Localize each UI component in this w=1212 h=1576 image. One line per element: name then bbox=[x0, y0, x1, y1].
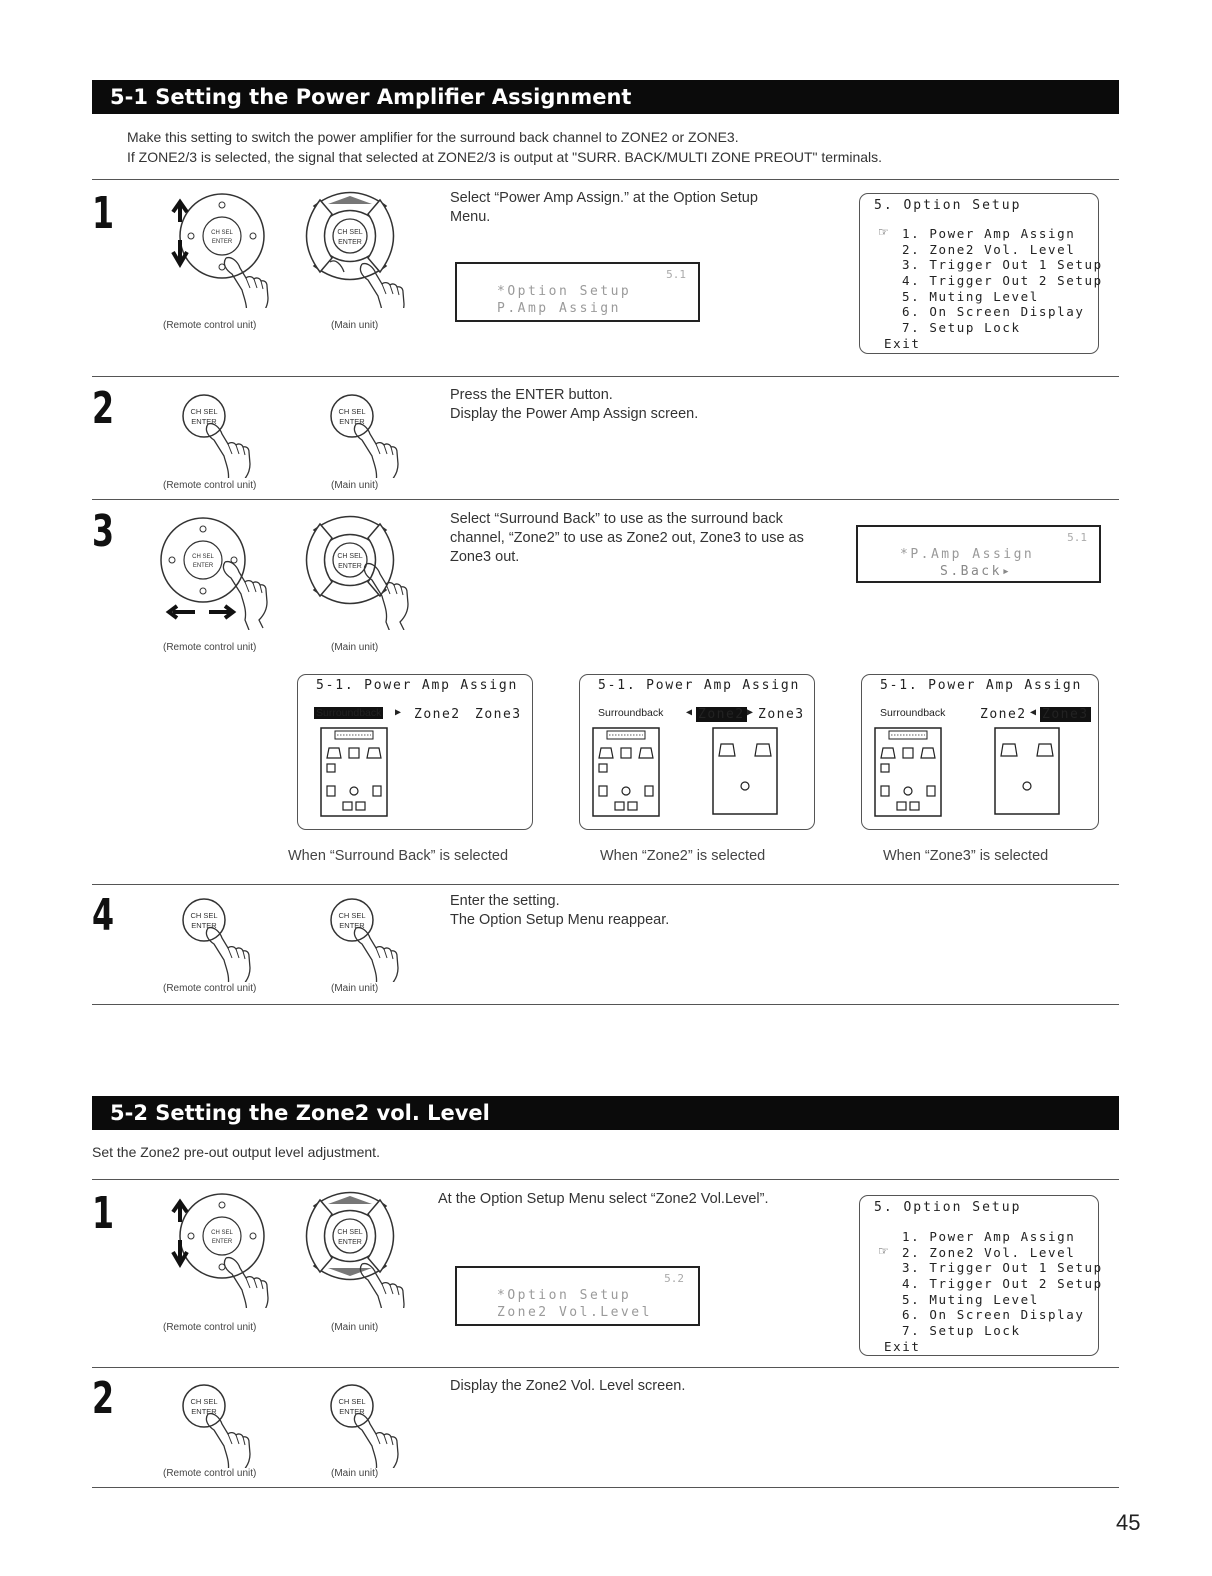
remote-caption: (Remote control unit) bbox=[163, 1322, 257, 1333]
display-line-1: *Option Setup bbox=[497, 284, 632, 299]
divider bbox=[92, 1004, 1119, 1005]
remote-enter-illustration bbox=[170, 1378, 270, 1468]
section-heading-5-1: 5-1 Setting the Power Amplifier Assignment bbox=[92, 80, 1119, 114]
section-intro: Set the Zone2 pre-out output level adjustment. bbox=[92, 1144, 380, 1160]
remote-caption: (Remote control unit) bbox=[163, 642, 257, 653]
step-number: 2 bbox=[92, 383, 115, 434]
arrow-left-icon: ◀ bbox=[1030, 707, 1038, 718]
step-text: Display the Zone2 Vol. Level screen. bbox=[450, 1378, 686, 1394]
step-text: Select “Surround Back” to use as the surround back bbox=[450, 511, 783, 527]
option-zone3[interactable]: Zone3 bbox=[1042, 707, 1089, 722]
speaker-layout-icon bbox=[592, 727, 662, 819]
menu-item-exit[interactable]: Exit bbox=[884, 336, 921, 351]
option-surround-back[interactable]: Surroundback bbox=[316, 707, 382, 719]
section-heading-5-2: 5-2 Setting the Zone2 vol. Level bbox=[92, 1096, 1119, 1130]
display-channel: 5.1 bbox=[1067, 531, 1087, 544]
main-caption: (Main unit) bbox=[331, 1322, 379, 1333]
menu-item[interactable]: 7. Setup Lock bbox=[902, 320, 1021, 335]
zone-speaker-layout-icon bbox=[994, 727, 1062, 817]
step-text: Select “Power Amp Assign.” at the Option Setup bbox=[450, 190, 758, 206]
menu-item-exit[interactable]: Exit bbox=[884, 1339, 921, 1354]
remote-caption: (Remote control unit) bbox=[163, 320, 257, 331]
remote-enter-illustration bbox=[170, 892, 270, 982]
step-number: 2 bbox=[92, 1373, 115, 1424]
page-number: 45 bbox=[1116, 1510, 1141, 1535]
menu-item[interactable]: 4. Trigger Out 2 Setup bbox=[902, 273, 1103, 288]
screen-caption: When “Surround Back” is selected bbox=[288, 848, 509, 864]
menu-item[interactable]: 2. Zone2 Vol. Level bbox=[902, 242, 1076, 257]
menu-title: 5. Option Setup bbox=[874, 1200, 1022, 1215]
display-line-1: *P.Amp Assign bbox=[900, 547, 1035, 562]
main-caption: (Main unit) bbox=[331, 320, 379, 331]
step-text: Zone3 out. bbox=[450, 549, 520, 565]
main-caption: (Main unit) bbox=[331, 1468, 379, 1479]
option-surround-back[interactable]: Surroundback bbox=[880, 707, 946, 719]
step-text: Menu. bbox=[450, 209, 491, 225]
speaker-layout-icon bbox=[320, 727, 390, 819]
step-text: Enter the setting. bbox=[450, 893, 560, 909]
menu-item[interactable]: 6. On Screen Display bbox=[902, 304, 1085, 319]
menu-item[interactable]: 3. Trigger Out 1 Setup bbox=[902, 1260, 1103, 1275]
divider bbox=[92, 884, 1119, 885]
step-text: At the Option Setup Menu select “Zone2 Vol.Level”. bbox=[438, 1191, 769, 1207]
display-channel: 5.1 bbox=[666, 268, 686, 281]
main-dpad-illustration bbox=[300, 1188, 420, 1308]
option-zone3[interactable]: Zone3 bbox=[475, 707, 522, 722]
menu-title: 5. Option Setup bbox=[874, 198, 1022, 213]
screen-caption: When “Zone3” is selected bbox=[883, 848, 1049, 864]
step-text: Press the ENTER button. bbox=[450, 387, 613, 403]
divider bbox=[92, 1367, 1119, 1368]
option-zone2[interactable]: Zone2 bbox=[414, 707, 461, 722]
divider bbox=[92, 1179, 1119, 1180]
display-channel: 5.2 bbox=[664, 1272, 684, 1285]
menu-item[interactable]: 3. Trigger Out 1 Setup bbox=[902, 257, 1103, 272]
menu-item[interactable]: 4. Trigger Out 2 Setup bbox=[902, 1276, 1103, 1291]
option-zone2[interactable]: Zone2 bbox=[698, 707, 745, 722]
main-caption: (Main unit) bbox=[331, 983, 379, 994]
main-caption: (Main unit) bbox=[331, 642, 379, 653]
display-line-2: Zone2 Vol.Level bbox=[497, 1305, 652, 1320]
remote-enter-illustration bbox=[170, 388, 270, 478]
main-enter-illustration bbox=[318, 892, 418, 982]
power-amp-assign-screen-zone2 bbox=[579, 674, 815, 830]
divider bbox=[92, 499, 1119, 500]
main-dpad-illustration bbox=[300, 188, 420, 308]
remote-caption: (Remote control unit) bbox=[163, 1468, 257, 1479]
step-text: channel, “Zone2” to use as Zone2 out, Zone3 to use as bbox=[450, 530, 804, 546]
section-intro-line-2: If ZONE2/3 is selected, the signal that selected at ZONE2/3 is output at "SURR. BACK/MULTI ZONE PREOUT" terminals. bbox=[127, 149, 883, 165]
main-enter-illustration bbox=[318, 1378, 418, 1468]
menu-item[interactable]: 2. Zone2 Vol. Level bbox=[902, 1245, 1076, 1260]
pointer-icon: ☞ bbox=[878, 225, 889, 239]
remote-caption: (Remote control unit) bbox=[163, 983, 257, 994]
arrow-left-icon: ◀ bbox=[686, 707, 694, 718]
front-display bbox=[455, 1266, 700, 1326]
remote-caption: (Remote control unit) bbox=[163, 480, 257, 491]
option-zone3[interactable]: Zone3 bbox=[758, 707, 805, 722]
zone-speaker-layout-icon bbox=[712, 727, 780, 817]
display-line-2: P.Amp Assign bbox=[497, 301, 621, 316]
display-line-2: S.Back▸ bbox=[940, 564, 1013, 579]
display-line-1: *Option Setup bbox=[497, 1288, 632, 1303]
step-text: The Option Setup Menu reappear. bbox=[450, 912, 670, 928]
menu-item[interactable]: 5. Muting Level bbox=[902, 289, 1039, 304]
option-zone2[interactable]: Zone2 bbox=[980, 707, 1027, 722]
remote-dpad-illustration bbox=[160, 188, 270, 308]
power-amp-assign-screen-zone3 bbox=[861, 674, 1099, 830]
step-number: 3 bbox=[92, 506, 115, 557]
step-number: 1 bbox=[92, 188, 115, 239]
power-amp-assign-screen-surround bbox=[297, 674, 533, 830]
step-number: 4 bbox=[92, 890, 115, 941]
menu-item[interactable]: 5. Muting Level bbox=[902, 1292, 1039, 1307]
pointer-icon: ☞ bbox=[878, 1244, 889, 1258]
arrow-right-icon: ▶ bbox=[747, 707, 755, 718]
step-text: Display the Power Amp Assign screen. bbox=[450, 406, 699, 422]
option-setup-menu bbox=[859, 193, 1103, 354]
main-enter-illustration bbox=[318, 388, 418, 478]
option-setup-menu bbox=[859, 1195, 1103, 1356]
screen-title: 5-1. Power Amp Assign bbox=[880, 678, 1083, 693]
main-caption: (Main unit) bbox=[331, 480, 379, 491]
arrow-right-icon: ▶ bbox=[395, 707, 403, 718]
step-number: 1 bbox=[92, 1188, 115, 1239]
main-dpad-illustration bbox=[300, 508, 430, 630]
speaker-layout-icon bbox=[874, 727, 944, 819]
menu-item[interactable]: 7. Setup Lock bbox=[902, 1323, 1021, 1338]
divider bbox=[92, 376, 1119, 377]
divider bbox=[92, 179, 1119, 180]
menu-item[interactable]: 1. Power Amp Assign bbox=[902, 226, 1076, 241]
screen-caption: When “Zone2” is selected bbox=[600, 848, 766, 864]
menu-item[interactable]: 6. On Screen Display bbox=[902, 1307, 1085, 1322]
remote-dpad-illustration bbox=[160, 1188, 270, 1308]
front-display bbox=[455, 262, 700, 322]
front-display bbox=[856, 525, 1101, 583]
screen-title: 5-1. Power Amp Assign bbox=[316, 678, 519, 693]
option-surround-back[interactable]: Surroundback bbox=[598, 707, 664, 719]
divider bbox=[92, 1487, 1119, 1488]
section-intro-line-1: Make this setting to switch the power amplifier for the surround back channel to ZONE2 or ZONE3. bbox=[127, 129, 739, 145]
remote-dpad-illustration bbox=[155, 508, 275, 630]
menu-item[interactable]: 1. Power Amp Assign bbox=[902, 1229, 1076, 1244]
screen-title: 5-1. Power Amp Assign bbox=[598, 678, 801, 693]
